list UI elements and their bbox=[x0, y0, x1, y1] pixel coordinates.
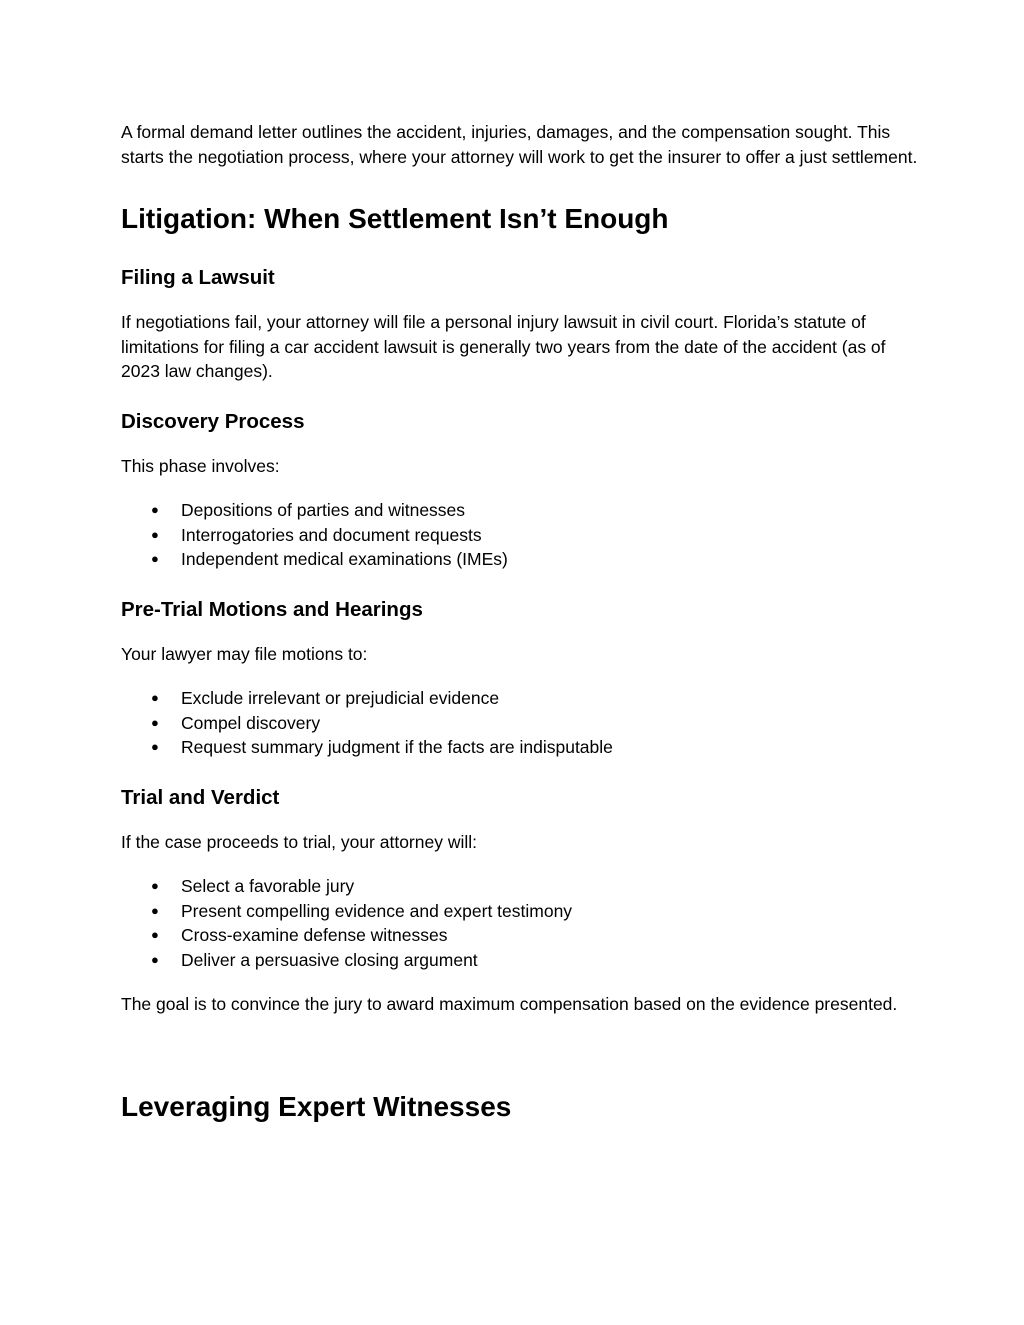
list-item: ● Cross-examine defense witnesses bbox=[121, 923, 921, 948]
list-item: ● Select a favorable jury bbox=[121, 874, 921, 899]
list-item: ● Exclude irrelevant or prejudicial evidence bbox=[121, 686, 921, 711]
document-page bbox=[121, 120, 921, 1124]
list-item: ● Interrogatories and document requests bbox=[121, 523, 921, 548]
pretrial-list bbox=[121, 686, 921, 760]
trial-closing-paragraph: The goal is to convince the jury to award maximum compensation based on the evidence presented. bbox=[121, 994, 898, 1014]
list-item: ● Request summary judgment if the facts are indisputable bbox=[121, 735, 921, 760]
list-item: ● Depositions of parties and witnesses bbox=[121, 498, 921, 523]
list-item: ● Independent medical examinations (IMEs) bbox=[121, 547, 921, 572]
list-item: ● Compel discovery bbox=[121, 711, 921, 736]
litigation-heading: Litigation: When Settlement Isn’t Enough bbox=[121, 203, 669, 234]
list-item: ● Deliver a persuasive closing argument bbox=[121, 948, 921, 973]
pretrial-motions-heading: Pre-Trial Motions and Hearings bbox=[121, 597, 423, 621]
intro-paragraph: A formal demand letter outlines the accident, injuries, damages, and the compensation sought. This starts the negotiation process, where your attorney will work to get the insurer to offer a just settlement. bbox=[121, 122, 918, 167]
trial-list bbox=[121, 874, 921, 972]
trial-verdict-heading: Trial and Verdict bbox=[121, 785, 280, 809]
filing-lawsuit-heading: Filing a Lawsuit bbox=[121, 266, 275, 289]
expert-witnesses-heading: Leveraging Expert Witnesses bbox=[121, 1090, 512, 1122]
trial-intro: If the case proceeds to trial, your attorney will: bbox=[121, 831, 477, 852]
pretrial-intro: Your lawyer may file motions to: bbox=[121, 643, 368, 664]
discovery-intro: This phase involves: bbox=[121, 455, 280, 476]
filing-lawsuit-paragraph: If negotiations fail, your attorney will file a personal injury lawsuit in civil court. Florida’s statute of limitations for filing a car accident lawsuit is generally two years from the date of the accident (as of 2023 law changes). bbox=[121, 312, 886, 381]
discovery-list bbox=[121, 498, 921, 572]
list-item: ● Present compelling evidence and expert testimony bbox=[121, 899, 921, 924]
discovery-process-heading: Discovery Process bbox=[121, 409, 305, 433]
